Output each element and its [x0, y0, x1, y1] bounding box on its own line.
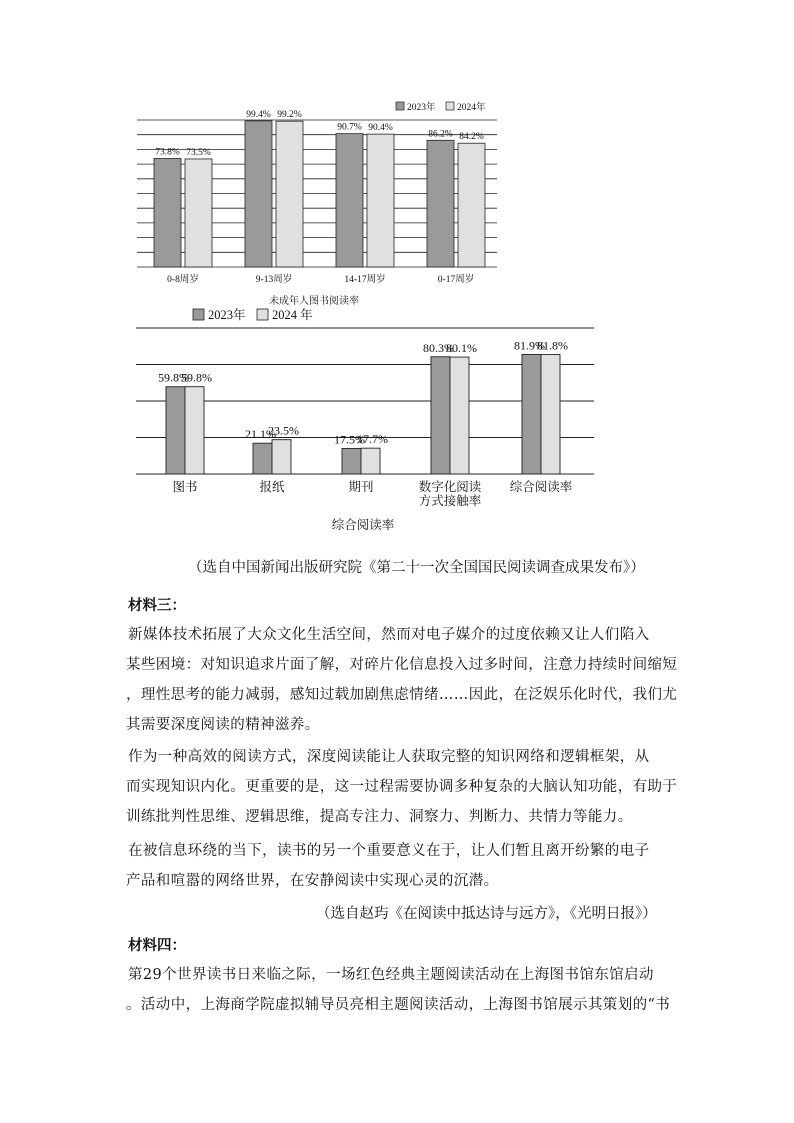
bar	[522, 354, 541, 474]
legend-label: 2024 年	[272, 308, 313, 322]
chart-title: 未成年人图书阅读率	[269, 296, 359, 307]
material4-paragraph	[128, 960, 688, 1020]
bar	[342, 448, 361, 474]
bar	[166, 387, 185, 474]
material3-paragraph-1	[128, 620, 688, 740]
bar	[431, 357, 450, 474]
bar	[450, 357, 469, 474]
text-line: 训练批判性思维、逻辑思维，提高专注力、洞察力、判断力、共情力等能力。	[126, 809, 633, 825]
material4-heading: 材料四：	[128, 937, 186, 954]
text-line: 新媒体技术拓展了大众文化生活空间，然而对电子媒介的过度依赖又让人们陷入	[128, 627, 650, 643]
bar	[185, 159, 212, 267]
text-line: 某些困境：对知识追求片面了解，对碎片化信息投入过多时间，注意力持续时间缩短	[126, 657, 678, 673]
bar	[361, 448, 380, 474]
legend-label: 2023年	[208, 308, 246, 322]
legend-swatch	[396, 102, 404, 110]
legend-swatch	[446, 102, 454, 110]
material3-paragraph-3	[128, 836, 688, 896]
category-label: 9-13周岁	[255, 275, 293, 285]
legend-swatch	[193, 309, 204, 320]
text-line: 在被信息环绕的当下，读书的另一个重要意义在于，让人们暂且离开纷繁的电子	[128, 843, 650, 859]
bar	[336, 134, 363, 267]
bar	[541, 355, 560, 474]
category-label: 综合阅读率	[509, 480, 573, 494]
bar	[253, 443, 272, 474]
data-label: 90.4%	[368, 123, 393, 134]
data-label: 81.8%	[537, 338, 568, 353]
bar	[276, 121, 303, 267]
chart-title: 综合阅读率	[331, 518, 395, 532]
category-label: 数字化阅读方式接触率	[418, 480, 482, 508]
text-line: 产品和喧嚣的网络世界，在安静阅读中实现心灵的沉潜。	[126, 873, 499, 889]
data-label: 73.5%	[186, 147, 211, 158]
data-label: 81.9%	[514, 338, 545, 353]
legend-label: 2023年	[407, 103, 436, 113]
data-label: 59.8%	[181, 370, 212, 385]
data-label: 99.2%	[277, 110, 302, 121]
data-label: 86.2%	[428, 129, 453, 140]
data-label: 90.7%	[337, 122, 362, 133]
bar	[185, 387, 204, 474]
bar	[367, 134, 394, 267]
data-label: 17.5%	[334, 432, 365, 447]
data-label: 80.3%	[423, 340, 454, 355]
bar	[245, 121, 272, 267]
data-label: 59.8%	[158, 370, 189, 385]
data-label: 23.5%	[268, 423, 299, 438]
bar	[154, 159, 181, 267]
text-line: 作为一种高效的阅读方式，深度阅读能让人获取完整的知识网络和逻辑框架，从	[128, 749, 650, 765]
text-line: 。活动中，上海商学院虚拟辅导员亮相主题阅读活动，上海图书馆展示其策划的“书	[126, 997, 671, 1013]
bar	[272, 440, 291, 474]
material3-heading: 材料三：	[128, 597, 186, 614]
material3-source: （选自赵玙《在阅读中抵达诗与远方》，《光明日报》）	[316, 906, 657, 922]
text-line: 其需要深度阅读的精神滋养。	[126, 717, 320, 733]
text-line: ，理性思考的能力减弱，感知过载加剧焦虑情绪……因此，在泛娱乐化时代，我们尤	[126, 687, 678, 703]
text-line: 而实现知识内化。更重要的是，这一过程需要协调多种复杂的大脑认知功能，有助于	[126, 779, 678, 795]
bar	[427, 140, 454, 267]
data-label: 21.1%	[245, 427, 276, 442]
category-label: 报纸	[259, 480, 285, 494]
data-label: 80.1%	[446, 341, 477, 356]
category-label: 0-17周岁	[437, 275, 475, 285]
legend-label: 2024年	[457, 103, 486, 113]
data-label: 84.2%	[459, 132, 484, 143]
source-citation: （选自中国新闻出版研究院《第二十一次全国国民阅读调查成果发布》）	[188, 560, 645, 576]
chart-minor-reading-rate	[0, 0, 794, 320]
category-label: 图书	[172, 480, 198, 494]
data-label: 99.4%	[246, 109, 271, 120]
category-label: 0-8周岁	[167, 275, 199, 285]
category-label: 14-17周岁	[344, 275, 386, 285]
category-label: 期刊	[348, 480, 374, 494]
data-label: 17.7%	[357, 432, 388, 447]
text-line: 第29个世界读书日来临之际，一场红色经典主题阅读活动在上海图书馆东馆启动	[128, 967, 654, 983]
data-label: 73.8%	[155, 147, 180, 158]
legend-swatch	[257, 309, 268, 320]
material3-paragraph-2	[128, 742, 688, 832]
bar	[458, 143, 485, 267]
chart-overall-reading-rate	[0, 300, 794, 540]
